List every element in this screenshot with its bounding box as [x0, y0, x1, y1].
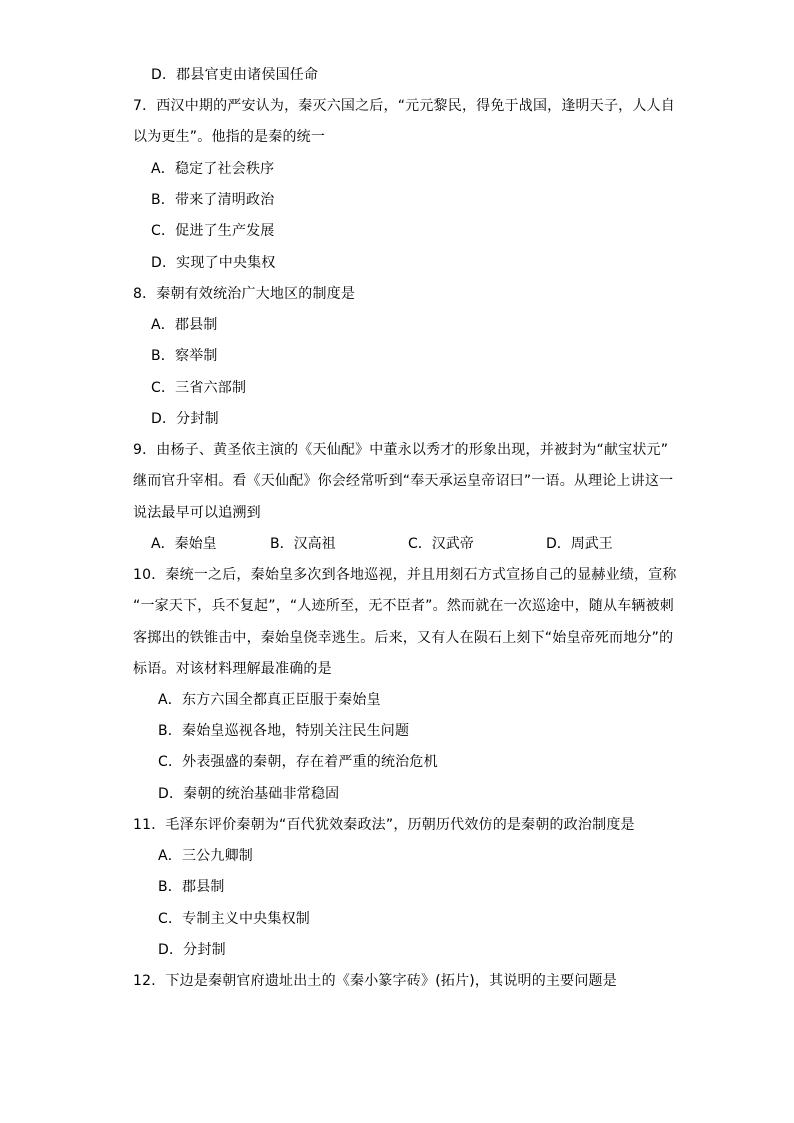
q10-stem-line-2: “一家天下，兵不复起”，“人迹所至，无不臣者”。然而就在一次巡途中，随从车辆被刺 [133, 598, 675, 614]
q8-option-c: C．三省六部制 [151, 380, 247, 396]
q12-stem: 12．下边是秦朝官府遗址出土的《秦小篆字砖》(拓片)，其说明的主要问题是 [133, 973, 617, 989]
q9-stem-line-1: 9．由杨子、黄圣依主演的《天仙配》中董永以秀才的形象出现，并被封为“献宝状元” [133, 442, 669, 458]
q11-stem: 11．毛泽东评价秦朝为“百代犹效秦政法”，历朝历代效仿的是秦朝的政治制度是 [133, 817, 635, 833]
q8-stem: 8．秦朝有效统治广大地区的制度是 [133, 286, 356, 302]
q10-option-d: D．秦朝的统治基础非常稳固 [158, 786, 340, 802]
q9-option-b: B．汉高祖 [270, 536, 336, 552]
q10-stem-line-3: 客掷出的铁锥击中，秦始皇侥幸逃生。后来，又有人在陨石上刻下“始皇帝死而地分”的 [133, 630, 674, 646]
q7-option-c: C．促进了生产发展 [151, 223, 275, 239]
q9-option-a: A．秦始皇 [151, 536, 217, 552]
q8-option-b: B．察举制 [151, 348, 218, 364]
q9-option-c: C．汉武帝 [408, 536, 474, 552]
q11-option-d: D．分封制 [158, 942, 226, 958]
q10-option-a: A．东方六国全都真正臣服于秦始皇 [158, 692, 381, 708]
q9-option-d: D．周武王 [546, 536, 613, 552]
q9-stem-line-2: 继而官升宰相。看《天仙配》你会经常听到“奉天承运皇帝诏曰”一语。从理论上讲这一 [133, 473, 674, 489]
q10-stem-line-4: 标语。对该材料理解最准确的是 [133, 661, 332, 677]
q6-option-d: D．郡县官吏由诸侯国任命 [151, 67, 319, 83]
q9-stem-line-3: 说法最早可以追溯到 [133, 505, 261, 521]
q10-option-b: B．秦始皇巡视各地，特别关注民生问题 [158, 723, 410, 739]
q11-option-b: B．郡县制 [158, 879, 225, 895]
q7-option-d: D．实现了中央集权 [151, 255, 276, 271]
q8-option-a: A．郡县制 [151, 317, 218, 333]
q11-option-c: C．专制主义中央集权制 [158, 911, 310, 927]
q8-option-d: D．分封制 [151, 411, 219, 427]
q7-option-a: A．稳定了社会秩序 [151, 161, 275, 177]
q11-option-a: A．三公九卿制 [158, 848, 253, 864]
q7-option-b: B．带来了清明政治 [151, 192, 275, 208]
q7-stem-line-2: 以为更生”。他指的是秦的统一 [133, 129, 326, 145]
q10-stem-line-1: 10．秦统一之后，秦始皇多次到各地巡视，并且用刻石方式宣扬自己的显赫业绩，宣称 [133, 567, 677, 583]
q10-option-c: C．外表强盛的秦朝，存在着严重的统治危机 [158, 754, 438, 770]
q7-stem-line-1: 7．西汉中期的严安认为，秦灭六国之后，“元元黎民，得免于战国，逢明天子，人人自 [133, 98, 675, 114]
